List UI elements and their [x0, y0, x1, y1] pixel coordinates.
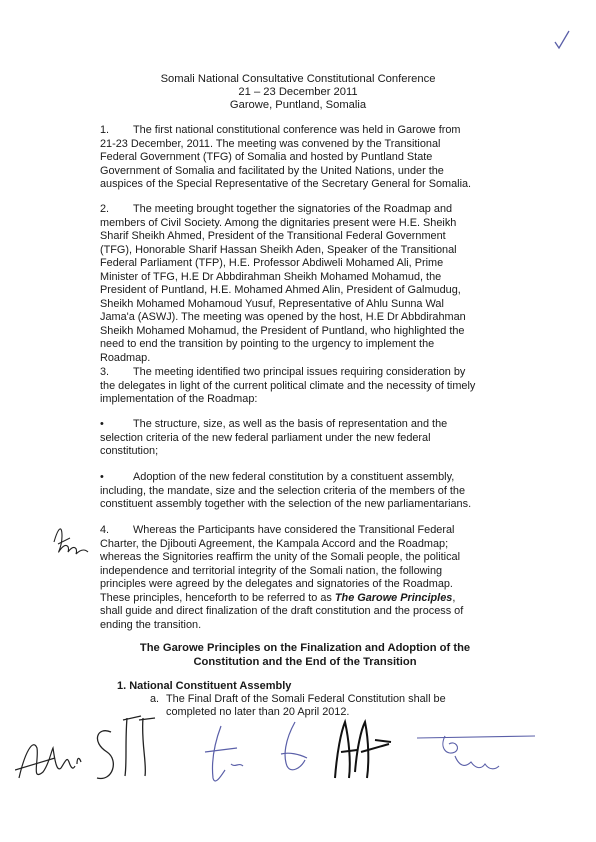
paragraph-line: Federal Parliament (TFP), H.E. Professor Abdiweli Mohamed Ali, Prime: [100, 257, 444, 269]
paragraph-line: need to end the transition by pointing to the urgency to implement the: [100, 338, 435, 350]
emphasis-punctuation: ,: [452, 591, 456, 604]
paragraph-line: ending the transition.: [100, 618, 202, 631]
paragraph-number: 3.: [100, 366, 110, 378]
paragraph-line: President of Puntland, H.E. Mohamed Ahmed Alin, President of Galmudug,: [100, 284, 461, 296]
paragraph-2: [100, 203, 500, 365]
bullet-mark: •: [100, 418, 104, 430]
signature-4: [281, 722, 307, 770]
paragraph-line: Government of Somalia and facilitated by the United Nations, under the: [100, 164, 444, 177]
paragraph-line: The meeting identified two principal issues requiring consideration by: [133, 366, 466, 378]
paragraph-line: Charter, the Djibouti Agreement, the Kampala Accord and the Roadmap;: [100, 537, 449, 550]
paragraph-line: the delegates in light of the current political climate and the necessity of timely: [100, 379, 476, 392]
paragraph-number: 1.: [100, 124, 110, 136]
signature-6: [417, 736, 535, 769]
paragraph-line: shall guide and direct finalization of the draft constitution and the process of: [100, 605, 464, 617]
paragraph-line: (TFG), Honorable Sharif Hassan Sheikh Aden, Speaker of the Transitional: [100, 243, 457, 256]
paragraph-line: The first national constitutional conference was held in Garowe from: [133, 124, 461, 136]
bullet-line: constitution;: [100, 445, 159, 457]
principles-heading-line: The Garowe Principles on the Finalization and Adoption of the: [139, 642, 471, 654]
bullet-line: Adoption of the new federal constitution by a constituent assembly,: [133, 471, 455, 483]
item-line: The Final Draft of the Somali Federal Constitution shall be: [166, 693, 446, 705]
bullet-item: [100, 471, 500, 512]
paragraph-line: whereas the Signitories reaffirm the unity of the Somali people, the political: [100, 551, 460, 563]
document-place: Garowe, Puntland, Somalia: [229, 99, 367, 111]
paragraph-number: 4.: [100, 524, 110, 536]
check-mark-icon: [552, 28, 572, 52]
paragraph-4: [100, 524, 500, 632]
paragraph-line: Roadmap.: [100, 351, 151, 364]
bullet-mark: •: [100, 471, 104, 483]
paragraph-3: [100, 366, 500, 407]
paragraph-line: members of Civil Society. Among the dignitaries present were H.E. Sheikh: [100, 216, 457, 229]
paragraph-line: implementation of the Roadmap:: [100, 393, 258, 405]
document-dates: 21 – 23 December 2011: [238, 86, 358, 98]
signatures-row: [15, 712, 585, 812]
paragraph-line: principles were agreed by the delegates and signatories of the Roadmap.: [100, 578, 453, 590]
paragraph-line: Sheikh Mohamed Mohamoud Yusuf, Representative of Ahlu Sunna Wal: [100, 297, 444, 310]
margin-initials-signature: [48, 520, 94, 564]
bullet-item: [100, 418, 500, 459]
paragraph-line: auspices of the Special Representative of the Secretary General for Somalia.: [100, 178, 472, 190]
bullet-line: The structure, size, as well as the basis of representation and the: [133, 418, 448, 430]
signature-2: [97, 716, 155, 778]
bullet-line: selection criteria of the new federal parliament under the new federal: [100, 431, 431, 444]
paragraph-line: Jama'a (ASWJ). The meeting was opened by the host, H.E Dr Abbdirahman: [100, 311, 466, 323]
paragraph-line: The meeting brought together the signatories of the Roadmap and: [133, 203, 453, 215]
paragraph-line: Minister of TFG, H.E Dr Abbdirahman Sheikh Mohamed Mohamud, the: [100, 270, 442, 283]
item-line: completed no later than 20 April 2012.: [166, 706, 350, 719]
paragraph-line: Sheikh Mohamed Mohamud, the President of Puntland, who highlighted the: [100, 324, 465, 337]
garowe-principles-emphasis: The Garowe Principles: [334, 591, 453, 604]
signature-1: [15, 745, 81, 778]
signature-3: [205, 726, 243, 781]
paragraph-line: independence and territorial integrity of the Somali nation, the following: [100, 564, 443, 577]
bullet-line: constituent assembly together with the selection of the new parliamentarians.: [100, 498, 472, 510]
paragraph-line: These principles, henceforth to be referred to as: [100, 591, 335, 604]
signature-5: [335, 722, 391, 778]
item-label: a.: [150, 693, 160, 705]
paragraph-line: Sharif Sheikh Ahmed, President of the Transitional Federal Government: [100, 230, 446, 242]
principles-heading-line: Constitution and the End of the Transition: [193, 655, 417, 668]
paragraph-line: 21-23 December, 2011. The meeting was convened by the Transitional: [100, 137, 441, 150]
paragraph-line: Federal Government (TFG) of Somalia and hosted by Puntland State: [100, 151, 433, 163]
section-heading: 1. National Constituent Assembly: [117, 680, 292, 692]
principles-heading: [100, 642, 510, 669]
paragraph-line: Whereas the Participants have considered the Transitional Federal: [133, 524, 455, 536]
paragraph-number: 2.: [100, 203, 110, 215]
bullet-line: including, the mandate, size and the selection criteria of the members of the: [100, 484, 466, 497]
paragraph-1: [100, 124, 500, 192]
document-title: Somali National Consultative Constitutional Conference: [160, 73, 436, 85]
